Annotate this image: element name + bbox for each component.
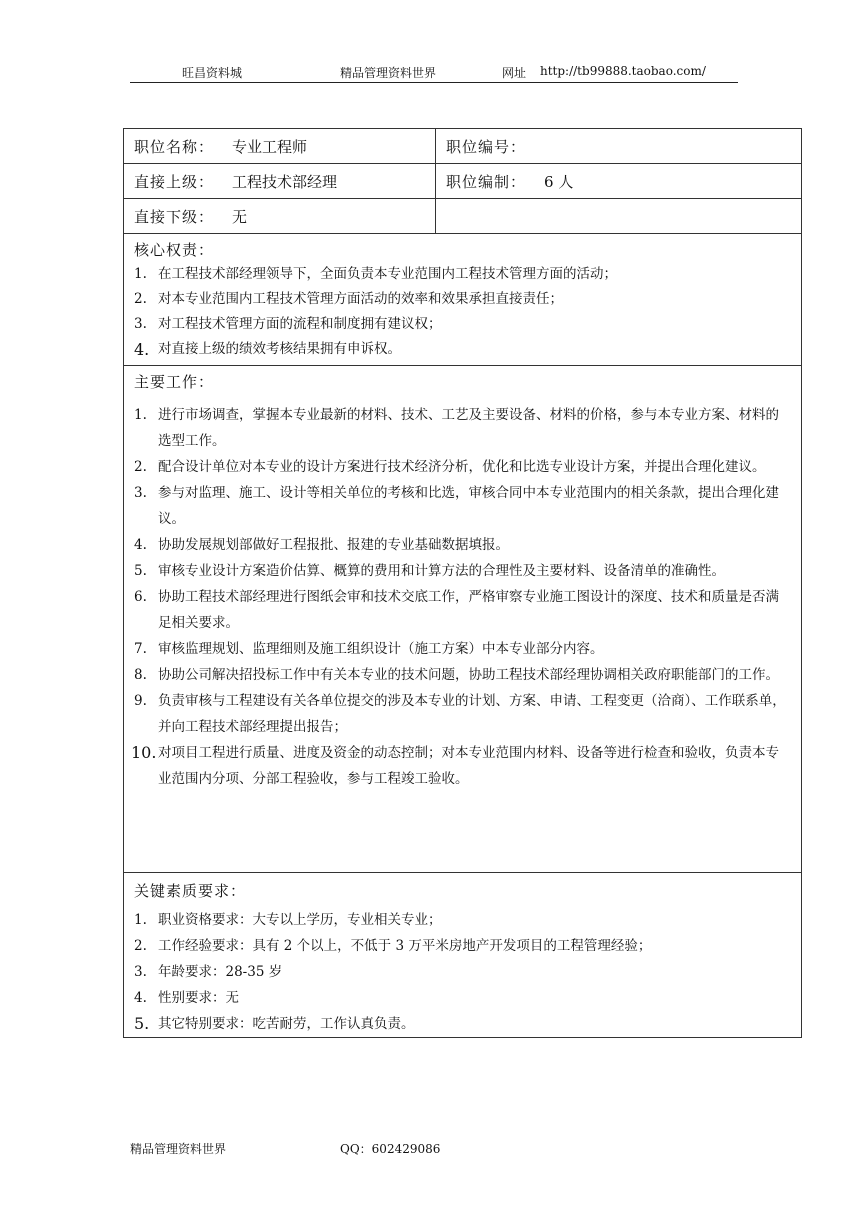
item-text: 性别要求：无 — [158, 990, 239, 1006]
list-item — [134, 636, 791, 662]
main-duties-title: 主要工作： — [134, 373, 215, 391]
item-text: 审核专业设计方案造价估算、概算的费用和计算方法的合理性及主要材料、设备清单的准确性。 — [158, 563, 725, 579]
position-name-cell — [124, 129, 436, 164]
item-text: 年龄要求：28-35 岁 — [158, 964, 283, 980]
list-item — [134, 312, 791, 337]
superior-label: 直接上级： — [134, 172, 215, 191]
item-text: 对工程技术管理方面的流程和制度拥有建议权； — [158, 316, 442, 332]
subordinate-label: 直接下级： — [134, 207, 215, 226]
item-number: 4. — [134, 537, 147, 553]
item-number: 9. — [134, 693, 147, 709]
item-text: 在工程技术部经理领导下，全面负责本专业范围内工程技术管理方面的活动； — [158, 266, 617, 282]
list-item — [134, 985, 791, 1011]
core-responsibilities-list — [134, 262, 791, 362]
footer-left-text: 精品管理资料世界 — [130, 1142, 227, 1156]
item-text: 对本专业范围内工程技术管理方面活动的效率和效果承担直接责任； — [158, 291, 563, 307]
item-number: 4. — [134, 990, 147, 1006]
header-left-text: 旺昌资料城 — [182, 66, 243, 80]
list-item — [134, 662, 791, 688]
main-duties-section — [124, 366, 802, 873]
header-url-label: 网址 — [502, 66, 527, 80]
core-responsibilities-title: 核心权责： — [134, 241, 215, 259]
subordinate-value: 无 — [232, 207, 248, 226]
item-number: 3. — [134, 316, 147, 332]
superior-value: 工程技术部经理 — [232, 172, 338, 191]
item-number: 8. — [134, 667, 147, 683]
item-text: 职业资格要求：大专以上学历，专业相关专业； — [158, 912, 442, 928]
item-number: 2. — [134, 459, 147, 475]
key-requirements-section — [124, 873, 802, 1038]
item-number: 1. — [134, 266, 147, 282]
footer-qq: QQ：602429086 — [340, 1142, 441, 1156]
list-item — [134, 480, 791, 532]
position-name-label: 职位名称： — [134, 137, 215, 156]
list-item — [134, 933, 791, 959]
main-duties-list — [131, 402, 791, 792]
superior-cell — [124, 164, 436, 199]
item-number: 2. — [134, 291, 147, 307]
core-responsibilities-section — [124, 234, 802, 366]
item-number: 1. — [134, 407, 147, 423]
item-number: 1. — [134, 912, 147, 928]
item-number: 2. — [134, 938, 147, 954]
subordinate-cell — [124, 199, 436, 234]
list-item — [134, 287, 791, 312]
item-number: 7. — [134, 641, 147, 657]
item-text: 进行市场调查，掌握本专业最新的材料、技术、工艺及主要设备、材料的价格，参与本专业方案、材料的选型工作。 — [158, 407, 779, 449]
list-item — [134, 688, 791, 740]
item-text: 协助发展规划部做好工程报批、报建的专业基础数据填报。 — [158, 537, 509, 553]
list-item — [134, 454, 791, 480]
position-name-value: 专业工程师 — [232, 137, 308, 156]
list-item — [134, 558, 791, 584]
header-center-text: 精品管理资料世界 — [340, 66, 437, 80]
item-text: 工作经验要求：具有 2 个以上，不低于 3 万平米房地产开发项目的工程管理经验； — [158, 938, 652, 954]
item-number: 5. — [134, 1014, 150, 1033]
list-item — [134, 907, 791, 933]
item-number: 10. — [131, 743, 157, 762]
item-text: 协助工程技术部经理进行图纸会审和技术交底工作，严格审察专业施工图设计的深度、技术和质量是否满足相关要求。 — [158, 589, 779, 631]
item-text: 审核监理规划、监理细则及施工组织设计（施工方案）中本专业部分内容。 — [158, 641, 604, 657]
position-code-cell — [436, 129, 802, 164]
item-number: 6. — [134, 589, 147, 605]
item-text: 配合设计单位对本专业的设计方案进行技术经济分析，优化和比选专业设计方案，并提出合理化建议。 — [158, 459, 766, 475]
item-number: 3. — [134, 964, 147, 980]
list-item — [134, 262, 791, 287]
list-item — [134, 337, 791, 362]
item-number: 4. — [134, 340, 150, 359]
list-item — [134, 402, 791, 454]
list-item — [131, 740, 791, 792]
item-text: 其它特别要求：吃苦耐劳，工作认真负责。 — [158, 1016, 415, 1032]
headcount-value: 6 人 — [544, 172, 574, 191]
headcount-label: 职位编制： — [446, 172, 527, 191]
key-requirements-title: 关键素质要求： — [134, 882, 247, 900]
list-item — [134, 532, 791, 558]
empty-cell — [436, 199, 802, 234]
item-text: 协助公司解决招投标工作中有关本专业的技术问题，协助工程技术部经理协调相关政府职能部门的工作。 — [158, 667, 779, 683]
headcount-cell — [436, 164, 802, 199]
item-number: 3. — [134, 485, 147, 501]
header-url[interactable]: http://tb99888.taobao.com/ — [540, 64, 706, 78]
list-item — [134, 959, 791, 985]
item-text: 参与对监理、施工、设计等相关单位的考核和比选，审核合同中本专业范围内的相关条款，提出合理化建议。 — [158, 485, 779, 527]
job-description-table — [123, 128, 802, 1038]
list-item — [134, 584, 791, 636]
item-number: 5. — [134, 563, 147, 579]
position-code-label: 职位编号： — [446, 137, 527, 156]
key-requirements-list — [134, 907, 791, 1037]
page-header — [130, 62, 738, 83]
list-item — [134, 1011, 791, 1037]
item-text: 负责审核与工程建设有关各单位提交的涉及本专业的计划、方案、申请、工程变更（洽商）、工作联系单，并向工程技术部经理提出报告； — [158, 693, 786, 735]
item-text: 对项目工程进行质量、进度及资金的动态控制；对本专业范围内材料、设备等进行检查和验收，负责本专业范围内分项、分部工程验收，参与工程竣工验收。 — [158, 745, 779, 787]
item-text: 对直接上级的绩效考核结果拥有申诉权。 — [158, 341, 401, 357]
